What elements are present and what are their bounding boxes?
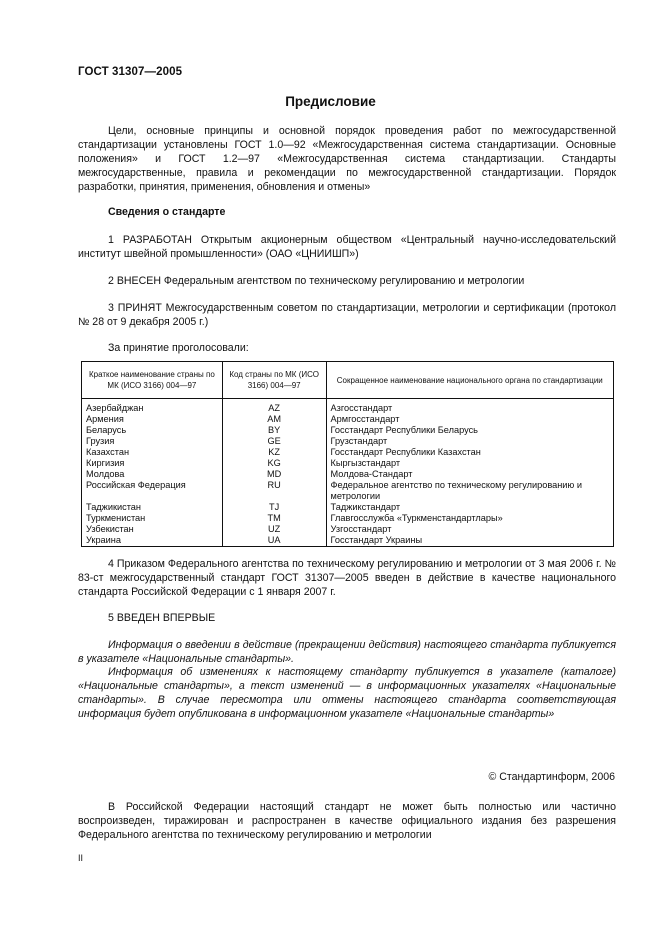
item-4-order: 4 Приказом Федерального агентства по техническому регулированию и метрологии от 3 мая 2006 г. № 83-ст межгосударственный стандарт ГОСТ 31307—2005 введен в действие в качестве национального стандарта Российской Федерации с 1 января 2007 г. [78, 558, 616, 598]
cell-body: Таджикстандарт [326, 502, 613, 513]
table-row [82, 458, 614, 469]
cell-body: Армгосстандарт [326, 414, 613, 425]
item-3-adopted: 3 ПРИНЯТ Межгосударственным советом по стандартизации, метрологии и сертификации (протокол № 28 от 9 декабря 2005 г.) [78, 302, 616, 328]
cell-code: RU [222, 480, 326, 502]
reproduction-notice: В Российской Федерации настоящий стандарт не может быть полностью или частично воспроизведен, тиражирован и распространен в качестве официального издания без разрешения Федерального агентства по техническому регулированию и метрологии [78, 801, 616, 841]
votes-intro: За принятие проголосовали: [108, 342, 249, 354]
cell-code: AZ [222, 403, 326, 414]
cell-code: AM [222, 414, 326, 425]
cell-code: GE [222, 436, 326, 447]
intro-paragraph: Цели, основные принципы и основной порядок проведения работ по межгосударственной стандартизации установлены ГОСТ 1.0—92 «Межгосударственная система стандартизации. Основные положения» и ГОСТ 1.2—97 «Межгосударственная система стандартизации. Стандарты межгосударственные, правила и рекомендации по межгосударственной стандартизации. Порядок разработки, принятия, применения, обновления и отмены» [78, 125, 616, 193]
column-header-body: Сокращенное наименование национального органа по стандартизации [326, 362, 613, 399]
item-5-first-introduced: 5 ВВЕДЕН ВПЕРВЫЕ [108, 612, 216, 624]
copyright-notice: © Стандартинформ, 2006 [488, 771, 615, 783]
document-id: ГОСТ 31307—2005 [78, 66, 183, 78]
table-row [82, 447, 614, 458]
standard-info-heading: Сведения о стандарте [108, 206, 226, 218]
cell-code: KG [222, 458, 326, 469]
cell-country: Российская Федерация [82, 480, 223, 502]
cell-body: Госстандарт Украины [326, 535, 613, 547]
cell-code: UA [222, 535, 326, 547]
info-introduction-paragraph: Информация о введении в действие (прекращении действия) настоящего стандарта публикуется в указателе «Национальные стандарты». [78, 639, 616, 665]
cell-code: KZ [222, 447, 326, 458]
table-row [82, 469, 614, 480]
table-row [82, 436, 614, 447]
column-header-country: Краткое наименование страны по МК (ИСО 3166) 004—97 [82, 362, 223, 399]
table-row [82, 524, 614, 535]
table-row [82, 513, 614, 524]
cell-body: Госстандарт Республики Казахстан [326, 447, 613, 458]
item-2-introduced: 2 ВНЕСЕН Федеральным агентством по техническому регулированию и метрологии [108, 275, 525, 287]
page-title: Предисловие [285, 94, 376, 109]
item-1-developed: 1 РАЗРАБОТАН Открытым акционерным обществом «Центральный научно-исследовательский институт швейной промышленности» (ОАО «ЦНИИШП») [78, 234, 616, 260]
table-row [82, 425, 614, 436]
table-row [82, 403, 614, 414]
cell-body: Азгосстандарт [326, 403, 613, 414]
cell-country: Украина [82, 535, 223, 547]
cell-country: Казахстан [82, 447, 223, 458]
cell-country: Таджикистан [82, 502, 223, 513]
table-row [82, 414, 614, 425]
cell-body: Федеральное агентство по техническому регулированию и метрологии [326, 480, 613, 502]
cell-body: Кыргызстандарт [326, 458, 613, 469]
cell-code: BY [222, 425, 326, 436]
cell-body: Грузстандарт [326, 436, 613, 447]
table-row [82, 480, 614, 502]
table-row [82, 502, 614, 513]
cell-country: Азербайджан [82, 403, 223, 414]
cell-country: Узбекистан [82, 524, 223, 535]
cell-country: Грузия [82, 436, 223, 447]
cell-code: UZ [222, 524, 326, 535]
info-changes-paragraph: Информация об изменениях к настоящему стандарту публикуется в указателе (каталоге) «Национальные стандарты», а текст изменений — в информационных указателях «Национальные стандарты». В случае пересмотра или отмены настоящего стандарта соответствующая информация будет опубликована в информационном указателе «Национальные стандарты» [78, 666, 616, 720]
cell-country: Туркменистан [82, 513, 223, 524]
voting-countries-table [81, 361, 614, 547]
cell-code: TJ [222, 502, 326, 513]
cell-body: Узгосстандарт [326, 524, 613, 535]
cell-country: Армения [82, 414, 223, 425]
column-header-code: Код страны по МК (ИСО 3166) 004—97 [222, 362, 326, 399]
cell-body: Молдова-Стандарт [326, 469, 613, 480]
cell-country: Молдова [82, 469, 223, 480]
cell-country: Киргизия [82, 458, 223, 469]
table-row [82, 535, 614, 547]
cell-code: TM [222, 513, 326, 524]
cell-country: Беларусь [82, 425, 223, 436]
cell-body: Госстандарт Республики Беларусь [326, 425, 613, 436]
table-body [82, 399, 614, 547]
table-header-row [82, 362, 614, 399]
page-number: II [78, 853, 84, 863]
cell-code: MD [222, 469, 326, 480]
cell-body: Главгосслужба «Туркменстандартлары» [326, 513, 613, 524]
